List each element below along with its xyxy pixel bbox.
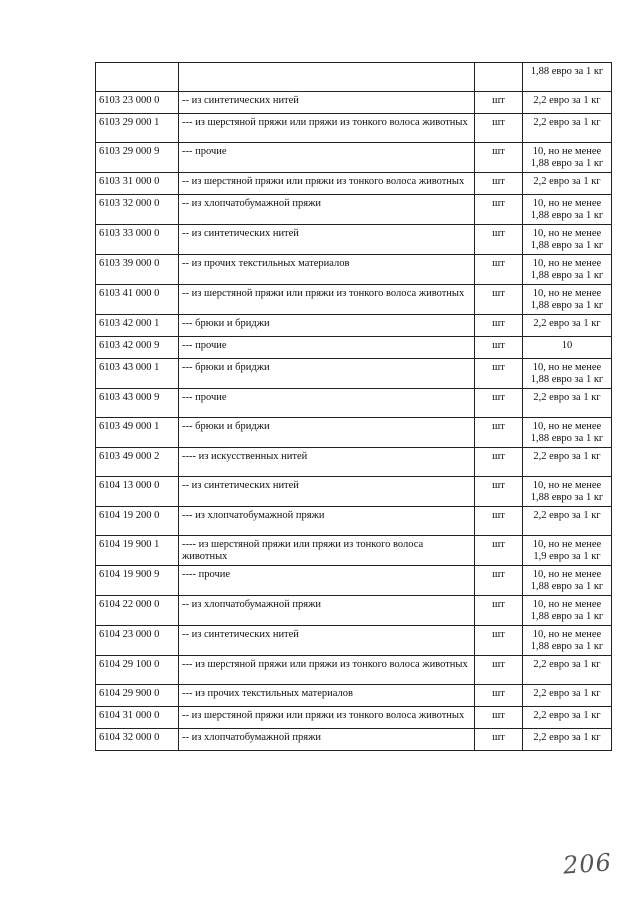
unit-cell: шт — [475, 707, 523, 729]
unit-cell: шт — [475, 195, 523, 225]
unit-cell: шт — [475, 626, 523, 656]
unit-cell: шт — [475, 143, 523, 173]
unit-cell: шт — [475, 315, 523, 337]
table-row — [96, 729, 612, 751]
description-cell: -- из синтетических нитей — [179, 626, 475, 656]
code-cell: 6104 23 000 0 — [96, 626, 179, 656]
code-cell: 6104 19 900 9 — [96, 566, 179, 596]
description-cell: ---- из шерстяной пряжи или пряжи из тонкого волоса животных — [179, 536, 475, 566]
description-cell: --- из хлопчатобумажной пряжи — [179, 507, 475, 536]
rate-cell: 2,2 евро за 1 кг — [523, 114, 612, 143]
unit-cell: шт — [475, 173, 523, 195]
rate-cell: 10, но не менее 1,88 евро за 1 кг — [523, 477, 612, 507]
table-row — [96, 143, 612, 173]
description-cell: --- прочие — [179, 337, 475, 359]
code-cell: 6104 29 900 0 — [96, 685, 179, 707]
unit-cell: шт — [475, 389, 523, 418]
rate-cell: 2,2 евро за 1 кг — [523, 507, 612, 536]
table-row — [96, 315, 612, 337]
description-cell: --- брюки и бриджи — [179, 315, 475, 337]
rate-cell: 10, но не менее 1,88 евро за 1 кг — [523, 596, 612, 626]
rate-cell: 10, но не менее 1,88 евро за 1 кг — [523, 626, 612, 656]
rate-cell: 2,2 евро за 1 кг — [523, 389, 612, 418]
code-cell: 6103 49 000 2 — [96, 448, 179, 477]
description-cell: --- прочие — [179, 389, 475, 418]
description-cell: ---- из искусственных нитей — [179, 448, 475, 477]
table-row — [96, 596, 612, 626]
code-cell: 6103 29 000 9 — [96, 143, 179, 173]
code-cell: 6103 23 000 0 — [96, 92, 179, 114]
unit-cell: шт — [475, 656, 523, 685]
code-cell: 6103 33 000 0 — [96, 225, 179, 255]
rate-cell: 2,2 евро за 1 кг — [523, 685, 612, 707]
rate-cell: 2,2 евро за 1 кг — [523, 315, 612, 337]
table-row — [96, 536, 612, 566]
code-cell: 6103 43 000 1 — [96, 359, 179, 389]
rate-cell: 2,2 евро за 1 кг — [523, 729, 612, 751]
table-row — [96, 477, 612, 507]
unit-cell: шт — [475, 337, 523, 359]
description-cell: --- из шерстяной пряжи или пряжи из тонкого волоса животных — [179, 114, 475, 143]
rate-cell: 1,88 евро за 1 кг — [523, 63, 612, 92]
rate-cell: 10, но не менее 1,88 евро за 1 кг — [523, 418, 612, 448]
code-cell: 6104 31 000 0 — [96, 707, 179, 729]
rate-cell: 2,2 евро за 1 кг — [523, 448, 612, 477]
description-cell — [179, 63, 475, 92]
description-cell: --- из прочих текстильных материалов — [179, 685, 475, 707]
unit-cell: шт — [475, 225, 523, 255]
table-row — [96, 255, 612, 285]
description-cell: -- из синтетических нитей — [179, 225, 475, 255]
table-row — [96, 707, 612, 729]
unit-cell: шт — [475, 92, 523, 114]
code-cell: 6104 19 200 0 — [96, 507, 179, 536]
table-row — [96, 685, 612, 707]
rate-cell: 2,2 евро за 1 кг — [523, 656, 612, 685]
description-cell: -- из хлопчатобумажной пряжи — [179, 596, 475, 626]
rate-cell: 10, но не менее 1,88 евро за 1 кг — [523, 285, 612, 315]
description-cell: -- из хлопчатобумажной пряжи — [179, 195, 475, 225]
rate-cell: 10, но не менее 1,88 евро за 1 кг — [523, 195, 612, 225]
rate-cell: 10, но не менее 1,88 евро за 1 кг — [523, 359, 612, 389]
unit-cell: шт — [475, 729, 523, 751]
unit-cell — [475, 63, 523, 92]
description-cell: --- брюки и бриджи — [179, 359, 475, 389]
description-cell: -- из шерстяной пряжи или пряжи из тонкого волоса животных — [179, 707, 475, 729]
description-cell: -- из синтетических нитей — [179, 92, 475, 114]
description-cell: -- из шерстяной пряжи или пряжи из тонкого волоса животных — [179, 285, 475, 315]
table-row — [96, 92, 612, 114]
handwritten-page-number: 206 — [562, 848, 613, 880]
description-cell: -- из синтетических нитей — [179, 477, 475, 507]
code-cell — [96, 63, 179, 92]
code-cell: 6104 22 000 0 — [96, 596, 179, 626]
table-row — [96, 418, 612, 448]
table-row — [96, 507, 612, 536]
unit-cell: шт — [475, 359, 523, 389]
table-row — [96, 389, 612, 418]
table-row — [96, 566, 612, 596]
unit-cell: шт — [475, 596, 523, 626]
rate-cell: 10, но не менее 1,9 евро за 1 кг — [523, 536, 612, 566]
code-cell: 6104 19 900 1 — [96, 536, 179, 566]
table-row — [96, 626, 612, 656]
table-row — [96, 173, 612, 195]
table-row — [96, 448, 612, 477]
code-cell: 6104 29 100 0 — [96, 656, 179, 685]
table-row — [96, 337, 612, 359]
code-cell: 6103 29 000 1 — [96, 114, 179, 143]
description-cell: -- из хлопчатобумажной пряжи — [179, 729, 475, 751]
rate-cell: 2,2 евро за 1 кг — [523, 92, 612, 114]
unit-cell: шт — [475, 114, 523, 143]
table-row — [96, 63, 612, 92]
code-cell: 6103 49 000 1 — [96, 418, 179, 448]
unit-cell: шт — [475, 507, 523, 536]
table-row — [96, 114, 612, 143]
code-cell: 6103 42 000 9 — [96, 337, 179, 359]
rate-cell: 10, но не менее 1,88 евро за 1 кг — [523, 225, 612, 255]
unit-cell: шт — [475, 536, 523, 566]
description-cell: --- прочие — [179, 143, 475, 173]
unit-cell: шт — [475, 566, 523, 596]
rate-cell: 10, но не менее 1,88 евро за 1 кг — [523, 143, 612, 173]
table-row — [96, 285, 612, 315]
code-cell: 6103 42 000 1 — [96, 315, 179, 337]
description-cell: --- брюки и бриджи — [179, 418, 475, 448]
code-cell: 6103 32 000 0 — [96, 195, 179, 225]
code-cell: 6103 39 000 0 — [96, 255, 179, 285]
rate-cell: 2,2 евро за 1 кг — [523, 173, 612, 195]
tariff-table — [95, 62, 612, 751]
code-cell: 6103 43 000 9 — [96, 389, 179, 418]
description-cell: ---- прочие — [179, 566, 475, 596]
table-row — [96, 656, 612, 685]
code-cell: 6104 32 000 0 — [96, 729, 179, 751]
code-cell: 6103 41 000 0 — [96, 285, 179, 315]
unit-cell: шт — [475, 285, 523, 315]
code-cell: 6104 13 000 0 — [96, 477, 179, 507]
description-cell: --- из шерстяной пряжи или пряжи из тонкого волоса животных — [179, 656, 475, 685]
unit-cell: шт — [475, 685, 523, 707]
unit-cell: шт — [475, 448, 523, 477]
table-row — [96, 195, 612, 225]
description-cell: -- из шерстяной пряжи или пряжи из тонкого волоса животных — [179, 173, 475, 195]
unit-cell: шт — [475, 477, 523, 507]
description-cell: -- из прочих текстильных материалов — [179, 255, 475, 285]
rate-cell: 10 — [523, 337, 612, 359]
table-row — [96, 225, 612, 255]
rate-cell: 10, но не менее 1,88 евро за 1 кг — [523, 566, 612, 596]
code-cell: 6103 31 000 0 — [96, 173, 179, 195]
rate-cell: 10, но не менее 1,88 евро за 1 кг — [523, 255, 612, 285]
table-row — [96, 359, 612, 389]
unit-cell: шт — [475, 418, 523, 448]
unit-cell: шт — [475, 255, 523, 285]
rate-cell: 2,2 евро за 1 кг — [523, 707, 612, 729]
